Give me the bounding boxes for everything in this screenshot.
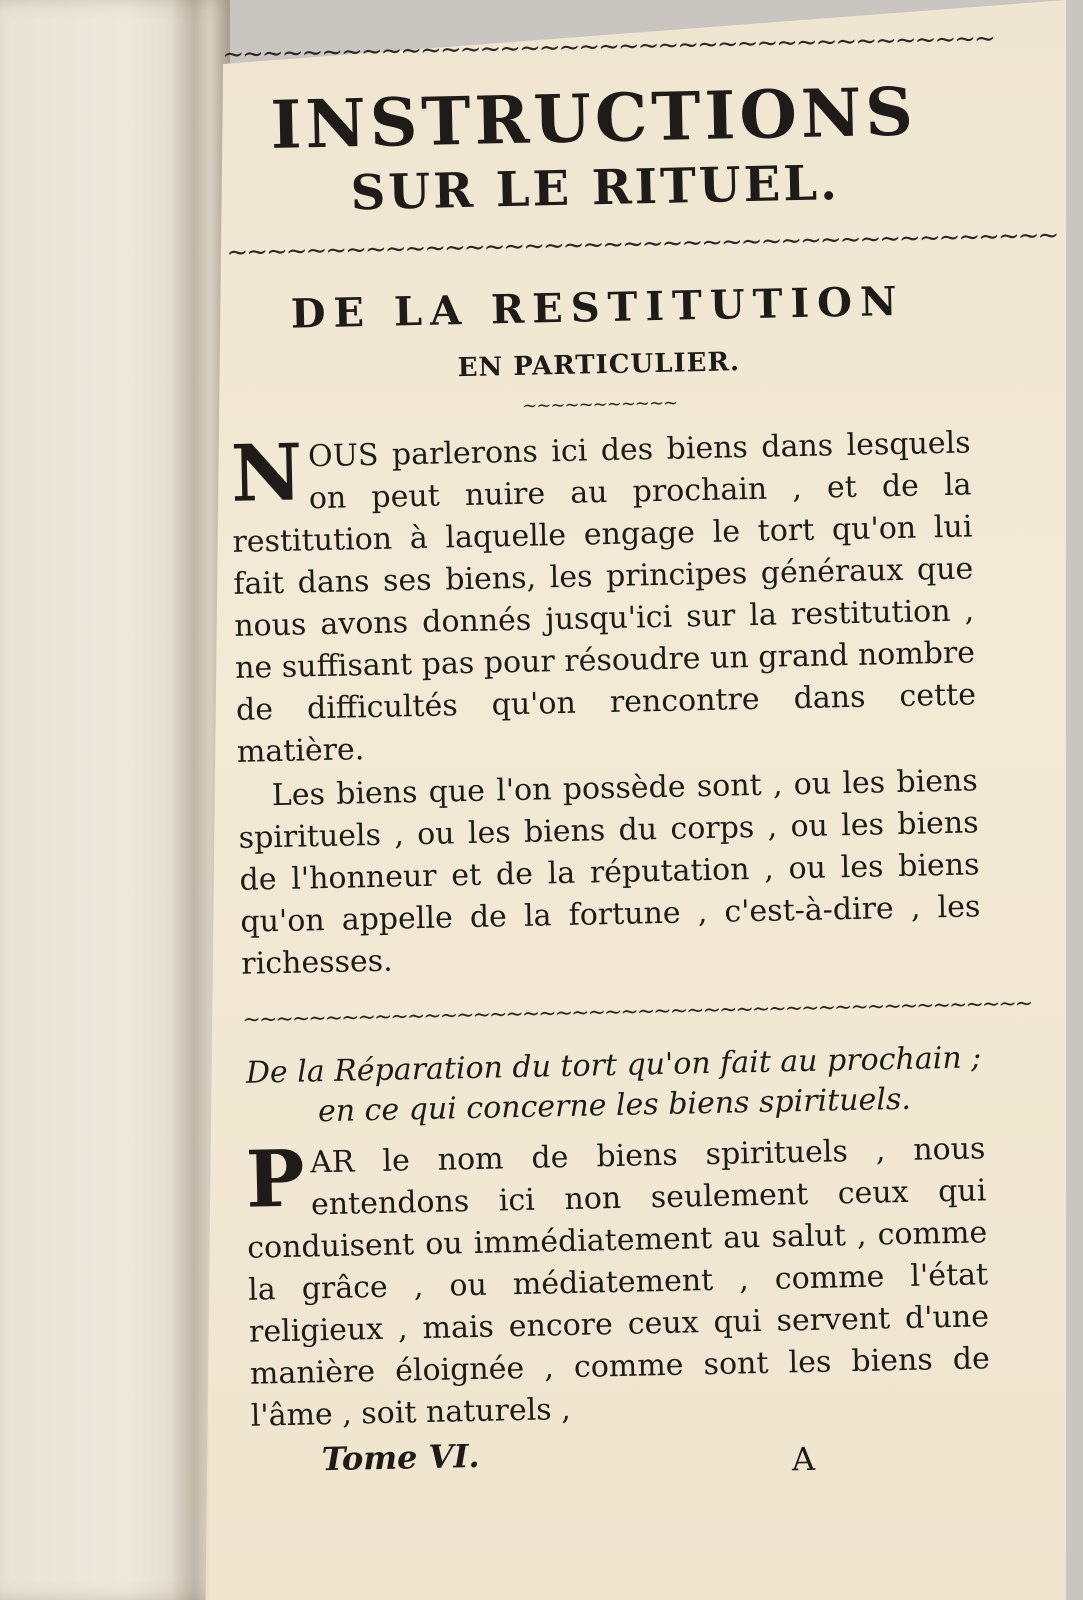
page-content bbox=[222, 23, 1058, 1492]
paragraph-3-text: AR le nom de biens spirituels , nous entendons ici non seulement ceux qui conduisent ou immédiatement au salut , comme la grâce , ou médiatement , comme l'état religieux , mais encore ceux qui servent d'une manière éloignée , comme sont les biens de l'âme , soit naturels , bbox=[246, 1131, 991, 1434]
section-divider: ~~~~~~~~~~~~~~~~~~~~~~~~~~~~~~~~~~~~~~~~~~~~~~~~ bbox=[242, 991, 1032, 1033]
book-gutter bbox=[170, 0, 210, 1600]
italic-heading bbox=[243, 1038, 985, 1133]
dropcap-p: P bbox=[244, 1133, 306, 1226]
paragraph-3 bbox=[245, 1128, 991, 1437]
dropcap-n: N bbox=[230, 427, 304, 520]
section-subtitle: EN PARTICULIER. bbox=[457, 347, 741, 384]
italic-heading-line-1: De la Réparation du tort qu'on fait au prochain ; bbox=[245, 1040, 982, 1091]
tome-label: Tome VI. bbox=[321, 1436, 480, 1479]
page-subtitle: SUR LE RITUEL. bbox=[350, 155, 841, 222]
section-title: DE LA RESTITUTION bbox=[290, 277, 906, 338]
paragraph-2: Les biens que l'on possède sont , ou les biens spirituels , ou les biens du corps , ou les biens de l'honneur et de la réputation , ou les biens qu'on appelle de la fortune , c'est-à-dire , les richesses. bbox=[238, 763, 981, 982]
mid-ornament: ~~~~~~~~~~~~~~~~~~~~~~~~~~~~~~~~~~~~~~~~~~ bbox=[226, 220, 1058, 268]
top-ornament: ~~~~~~~~~~~~~~~~~~~~~~~~~~~~~~~~~~~~~~~ bbox=[222, 23, 995, 70]
small-ornament: ~~~~~~~~~~~ bbox=[522, 392, 678, 417]
signature-mark: A bbox=[791, 1439, 816, 1479]
paragraph-1-text: OUS parlerons ici des biens dans lesquels on peut nuire au prochain , et de la restitution à laquelle engage le tort qu'on lui fait dans ses biens, les principes généraux que nous avons donnés jusqu'ici sur la restitution , ne suffisant pas pour résoudre un grand nombre de difficultés qu'on rencontre dans cette matière. bbox=[232, 425, 977, 770]
page-title: INSTRUCTIONS bbox=[269, 72, 918, 164]
paragraph-1 bbox=[230, 422, 977, 773]
italic-heading-line-2: en ce qui concerne les biens spirituels. bbox=[317, 1081, 912, 1130]
